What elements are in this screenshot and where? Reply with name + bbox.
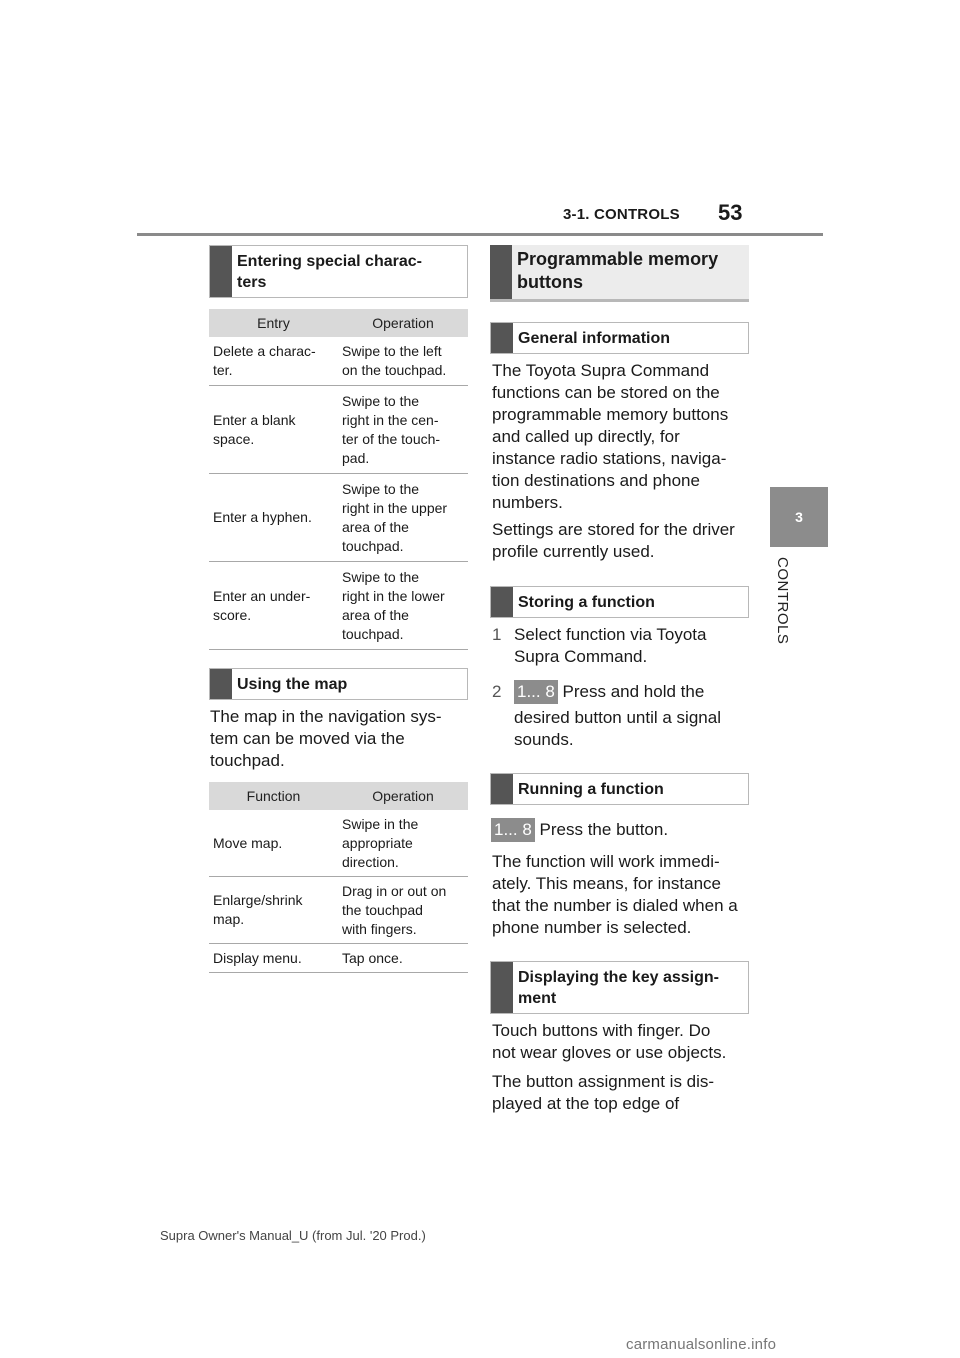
- heading-bar: [210, 246, 232, 297]
- programmable-buttons-heading: Programmable memory buttons: [517, 249, 719, 292]
- chapter-tab: [770, 487, 828, 547]
- step-2-text-a: Press and hold the: [557, 682, 705, 701]
- header-rule: [137, 233, 823, 236]
- displaying-heading: Displaying the key assign- ment: [518, 969, 719, 1007]
- column-header-entry: Entry: [257, 315, 290, 331]
- table-row: [209, 474, 468, 562]
- map-intro: The map in the navigation sys- tem can be moved via the touchpad.: [210, 707, 442, 770]
- column-header-operation: Operation: [372, 788, 434, 804]
- heading-bar: [491, 962, 513, 1013]
- chapter-number: 3: [795, 509, 803, 525]
- heading-bar: [490, 245, 512, 299]
- map-table: [209, 782, 468, 973]
- table-row: [209, 337, 468, 386]
- watermark: carmanualsonline.info: [626, 1336, 777, 1353]
- heading-bar: [491, 774, 513, 804]
- page-number: 53: [718, 200, 743, 225]
- running-paragraph: The function will work immedi- ately. This means, for instance that the number is dialed when a phone number is selected.: [492, 852, 738, 937]
- table-row: [209, 810, 468, 877]
- storing-heading: Storing a function: [518, 594, 655, 611]
- chapter-label: CONTROLS: [774, 557, 791, 645]
- displaying-paragraph-1: Touch buttons with finger. Do not wear gloves or use objects.: [492, 1021, 727, 1062]
- step-2-line: [514, 680, 754, 704]
- step-1-text: Select function via Toyota Supra Command.: [514, 625, 707, 666]
- programmable-buttons-heading-box: [490, 245, 749, 302]
- displaying-heading-box: [490, 961, 749, 1014]
- function-cell: Enlarge/shrink map.: [213, 892, 303, 927]
- storing-heading-box: [490, 586, 749, 618]
- operation-cell: Tap once.: [342, 949, 403, 966]
- column-header-operation: Operation: [372, 315, 434, 331]
- general-info-heading-box: [490, 322, 749, 354]
- map-heading-box: [209, 668, 468, 700]
- step-number: 2: [492, 682, 502, 701]
- table-header: [209, 309, 468, 337]
- operation-cell: Swipe in the appropriate direction.: [342, 815, 419, 870]
- step-2-text-b: desired button until a signal sounds.: [514, 708, 721, 749]
- section-title: 3-1. CONTROLS: [563, 206, 680, 223]
- running-heading-box: [490, 773, 749, 805]
- memory-button-key: 1... 8: [491, 818, 535, 842]
- general-info-heading: General information: [518, 330, 671, 347]
- column-header-function: Function: [246, 788, 301, 804]
- table-row: [209, 877, 468, 944]
- operation-cell: Swipe to the right in the upper area of the touchpad.: [342, 480, 448, 554]
- heading-bar: [491, 323, 513, 353]
- memory-button-key: 1... 8: [514, 680, 558, 704]
- entry-cell: Enter an under- score.: [213, 587, 311, 623]
- running-heading: Running a function: [518, 781, 664, 798]
- table-row: [209, 562, 468, 650]
- table-row: [209, 944, 468, 973]
- general-info-paragraph-1: The Toyota Supra Command functions can be stored on the programmable memory buttons and called up directly, for instance radio stations, naviga- tion destinations and phone numbers.: [492, 361, 729, 512]
- operation-cell: Swipe to the left on the touchpad.: [342, 343, 447, 378]
- operation-cell: Swipe to the right in the lower area of the touchpad.: [342, 568, 445, 642]
- operation-cell: Swipe to the right in the cen- ter of the touch- pad.: [342, 392, 441, 466]
- function-cell: Display menu.: [213, 949, 302, 966]
- general-info-paragraph-2: Settings are stored for the driver profile currently used.: [492, 520, 735, 561]
- footer-text: Supra Owner's Manual_U (from Jul. '20 Prod.): [160, 1228, 426, 1243]
- map-heading: Using the map: [237, 676, 348, 693]
- running-press-text: Press the button.: [534, 820, 669, 839]
- displaying-paragraph-2: The button assignment is dis- played at the top edge of: [492, 1072, 715, 1113]
- entry-cell: Delete a charac- ter.: [213, 343, 316, 378]
- special-chars-heading-box: [209, 245, 468, 298]
- special-chars-table: [209, 309, 468, 650]
- special-chars-heading: Entering special charac- ters: [237, 253, 422, 291]
- step-number: 1: [492, 625, 502, 644]
- entry-cell: Enter a blank space.: [213, 411, 296, 447]
- table-row: [209, 386, 468, 474]
- operation-cell: Drag in or out on the touchpad with fingers.: [342, 882, 447, 937]
- running-press-line: [491, 818, 753, 842]
- entry-cell: Enter a hyphen.: [213, 509, 312, 525]
- heading-bar: [210, 669, 232, 699]
- function-cell: Move map.: [213, 834, 283, 851]
- heading-bar: [491, 587, 513, 617]
- table-header: [209, 782, 468, 810]
